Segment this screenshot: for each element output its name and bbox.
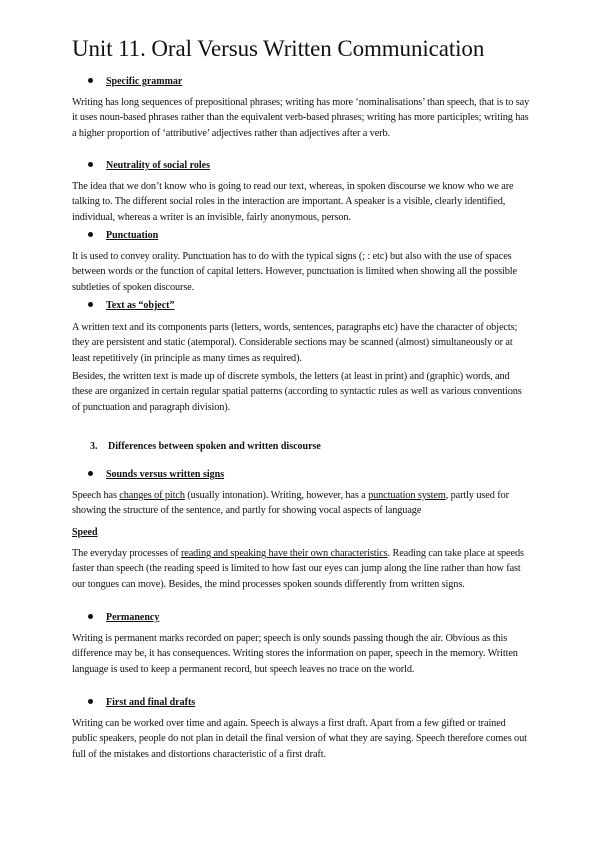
bullet-icon (88, 78, 93, 83)
paragraph-text-object-1: A written text and its components parts (letters, words, sentences, paragraphs etc) have the character of objects; they are persistent and static (atemporal). Considerable sections may be scanned (almost) simultaneously or at least repetitively (in principle as many times as required). (72, 322, 518, 364)
paragraph-text-object-2: Besides, the written text is made up of discrete symbols, the letters (at least in print) and (graphic) words, and these are organized in certain regular spatial patterns (according to syntactic rules as well as various conventions of punctuation and paragraph division). (72, 371, 522, 413)
heading-drafts: First and final drafts (88, 697, 195, 708)
bullet-icon (88, 699, 93, 704)
bullet-icon (88, 614, 93, 619)
heading-specific-grammar: Specific grammar (88, 76, 182, 87)
heading-punctuation: Punctuation (88, 230, 158, 241)
paragraph-specific-grammar: Writing has long sequences of prepositional phrases; writing has more ‘nominalisations’ than speech, that is to say it uses noun-based phrases rather than the equivalent verb-based phrases; writing has more participles; writing has a higher proportion of ‘attributive’ adjectives rather than adjectives after a verb. (72, 97, 530, 139)
heading-permanency: Permanency (88, 612, 159, 623)
heading-text-object: Text as “object” (88, 300, 175, 311)
paragraph-punctuation: It is used to convey orality. Punctuation has to do with the typical signs (; : etc) but also with the use of spaces between words or the function of capital letters. However, punctuation is limited when showing all the possible subtleties of spoken discourse. (72, 251, 517, 293)
paragraph-sounds-signs: Speech has changes of pitch (usually intonation). Writing, however, has a punctuation system, partly used for showing the structure of the sentence, and partly for showing vocal aspects of language (72, 490, 509, 517)
heading-neutrality: Neutrality of social roles (88, 160, 210, 171)
bullet-icon (88, 162, 93, 167)
heading-differences: 3. Differences between spoken and written discourse (90, 441, 321, 452)
paragraph-speed: The everyday processes of reading and speaking have their own characteristics. Reading can take place at speeds faster than speech (the reading speed is limited to how fast our eyes can jump along the line rather than how fast our tongues can move). Besides, the mind processes spoken sounds differently from written signs. (72, 548, 524, 590)
bullet-icon (88, 232, 93, 237)
heading-sounds-signs: Sounds versus written signs (88, 469, 224, 480)
paragraph-drafts: Writing can be worked over time and again. Speech is always a first draft. Apart from a few gifted or trained public speakers, people do not plan in detail the final version of what they are saying. Speech therefore comes out full of the mistakes and distortions characteristic of a first draft. (72, 718, 527, 760)
heading-speed: Speed (72, 527, 98, 538)
page-title: Unit 11. Oral Versus Written Communication (72, 36, 485, 61)
paragraph-neutrality: The idea that we don’t know who is going to read our text, whereas, in spoken discourse we know who we are talking to. The different social roles in the interaction are important. A speaker is a visible, clearly identified, individual, whereas a writer is an invisible, fairly anonymous, person. (72, 181, 514, 223)
paragraph-permanency: Writing is permanent marks recorded on paper; speech is only sounds passing though the air. Obvious as this difference may be, it has consequences. Writing stores the information on paper, speech in the memory. Written language is used to keep a permanent record, but speech leaves no trace on the world. (72, 633, 518, 675)
bullet-icon (88, 471, 93, 476)
bullet-icon (88, 302, 93, 307)
